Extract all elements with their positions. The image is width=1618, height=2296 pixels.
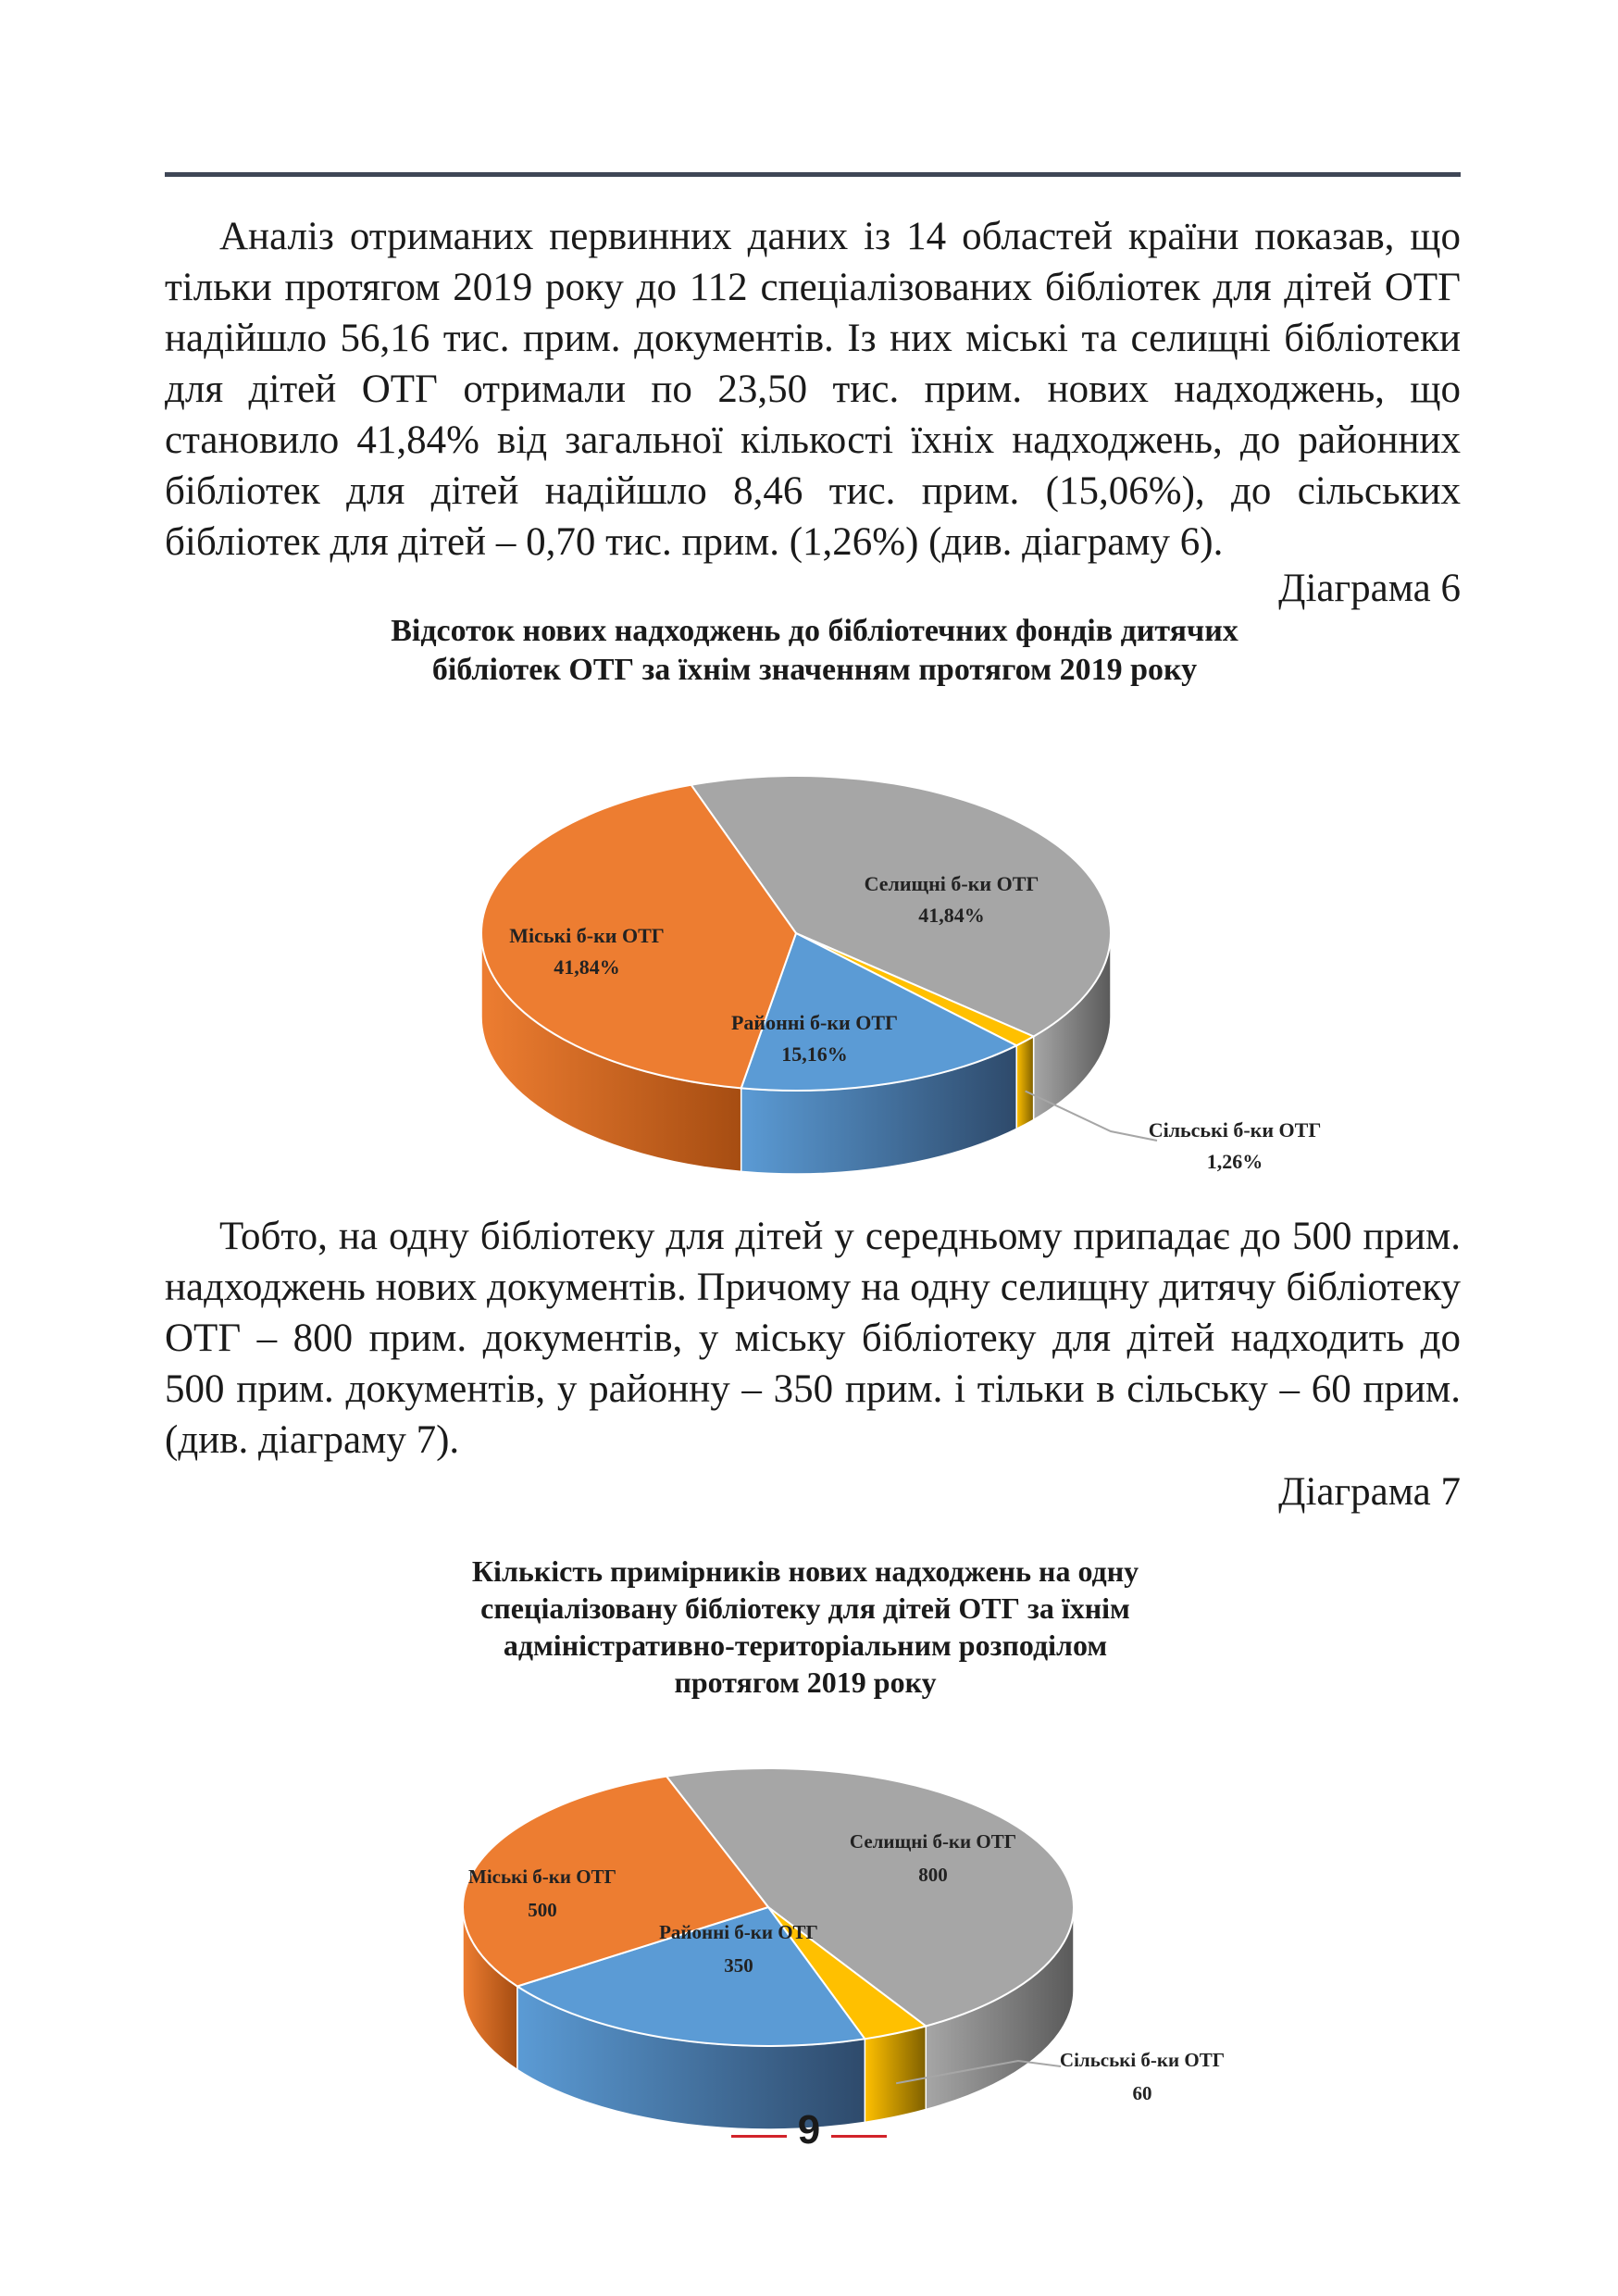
diagram-6-label-name-silski: Сільські б-ки ОТГ — [1148, 1118, 1322, 1142]
diagram-7-label-name-silski: Сільські б-ки ОТГ — [1059, 2049, 1226, 2071]
diagram-7-label-value-silski: 60 — [1132, 2082, 1152, 2104]
diagram-7-caption: Діаграма 7 — [1278, 1470, 1461, 1514]
diagram-7-title-line-4: протягом 2019 року — [674, 1666, 937, 1699]
diagram-6-label-name-miski: Міські б-ки ОТГ — [509, 924, 665, 947]
diagram-7-label-name-miski: Міські б-ки ОТГ — [468, 1866, 616, 1888]
diagram-7-title-line-1: Кількість примірників нових надходжень на одну — [471, 1554, 1139, 1588]
paragraph-analysis-text: Аналіз отриманих первинних даних із 14 областей країни показав, що тільки протягом 2019 року до 112 спеціалізованих бібліотек для дітей ОТГ надійшло 56,16 тис. прим. документів. Із них міські та селищні бібліотеки для дітей ОТГ отримали по 23,50 тис. прим. нових надходжень, що становило 41,84% від загальної кількості їхніх надходжень, до районних бібліотек для дітей надійшло 8,46 тис. прим. (15,06%), до сільських бібліотек для дітей – 0,70 тис. прим. (1,26%) (див. діаграму 6). — [165, 215, 1461, 564]
diagram-6-label-value-miski: 41,84% — [554, 955, 620, 979]
page-number: 9 — [797, 2107, 821, 2152]
diagram-6-label-name-raionni: Районні б-ки ОТГ — [730, 1011, 899, 1034]
diagram-6-label-value-selyshchni: 41,84% — [918, 904, 985, 927]
diagram-7-label-value-raionni: 350 — [724, 1954, 753, 1977]
diagram-7-label-value-miski: 500 — [528, 1899, 557, 1921]
paragraph-summary-text: Тобто, на одну бібліотеку для дітей у середньому припадає до 500 прим. надходжень нових документів. Причому на одну селищну дитячу бібліотеку ОТГ – 800 прим. документів, у міську бібліотеку для дітей надходить до 500 прим. документів, у районну – 350 прим. і тільки в сільську – 60 прим. (див. діаграму 7). — [165, 1215, 1461, 1462]
diagram-7-title-line-2: спеціалізовану бібліотеку для дітей ОТГ за їхнім — [480, 1591, 1130, 1625]
page-number-right-dash — [831, 2135, 887, 2138]
page-number-block — [0, 2107, 1618, 2163]
diagram-6-label-value-raionni: 15,16% — [781, 1042, 848, 1066]
diagram-6-title-line-1: Відсоток нових надходжень до бібліотечних фондів дитячих — [391, 614, 1238, 648]
diagram-7-title-line-3: адміністративно-територіальним розподілом — [503, 1628, 1108, 1662]
diagram-6-caption: Діаграма 6 — [1278, 567, 1461, 610]
diagram-6-label-name-selyshchni: Селищні б-ки ОТГ — [864, 872, 1039, 895]
diagram-6-title-line-2: бібліотек ОТГ за їхнім значенням протягом 2019 року — [431, 653, 1198, 687]
diagram-6-label-value-silski: 1,26% — [1206, 1150, 1263, 1173]
diagram-7-label-value-selyshchni: 800 — [918, 1864, 948, 1886]
diagram-7-label-name-raionni: Районні б-ки ОТГ — [659, 1921, 818, 1943]
diagram-7-label-name-selyshchni: Селищні б-ки ОТГ — [849, 1830, 1017, 1853]
